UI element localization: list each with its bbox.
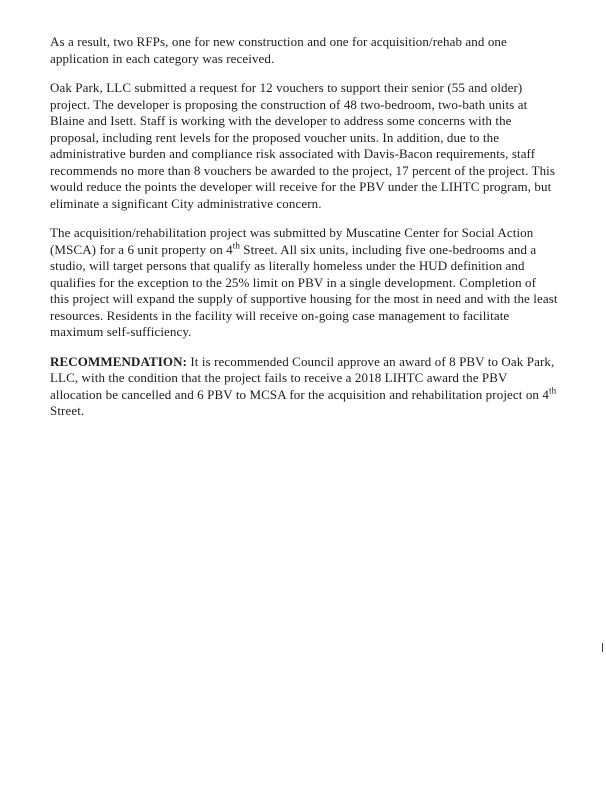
superscript-th: th: [232, 240, 240, 251]
superscript-th: th: [548, 385, 557, 396]
paragraph-recommendation-text-2: Street.: [50, 403, 85, 418]
scan-artifact-mark: [602, 643, 603, 652]
paragraph-intro: As a result, two RFPs, one for new construction and one for acquisition/rehab and one application in each category was received.: [50, 34, 507, 66]
paragraph-recommendation: [50, 354, 558, 420]
paragraph-recommendation-text-1: It is recommended Council approve an award of 8 PBV to Oak Park, LLC, with the condition that the project fails to receive a 2018 LIHTC award the PBV allocation be cancelled and 6 PBV to MCSA for the acquisition and rehabilitation project on 4: [50, 353, 555, 402]
paragraph-oak-park: Oak Park, LLC submitted a request for 12 vouchers to support their senior (55 and older) project. The developer is proposing the construction of 48 two-bedroom, two-bath units at Blaine and Isett. Staff is working with the developer to address some concerns with the proposal, including rent levels for the proposed voucher units. In addition, due to the administrative burden and compliance risk associated with Davis-Bacon requirements, staff recommends no more than 8 vouchers be awarded to the project, 17 percent of the project. This would reduce the points the developer will receive for the PBV under the LIHTC program, but eliminate a significant City administrative concern.: [50, 80, 556, 211]
paragraph-msca: [50, 225, 558, 341]
recommendation-label: RECOMMENDATION:: [50, 353, 188, 369]
paragraph-msca-text-1: The acquisition/rehabilitation project was submitted by Muscatine Center for Social Action (MSCA) for a 6 unit property on 4: [50, 225, 534, 257]
paragraph-msca-text-2: Street. All six units, including five one-bedrooms and a studio, will target persons that qualify as literally homeless under the HUD definition and qualifies for the exception to the 25% limit on PBV in a single development. Completion of this project will expand the supply of supportive housing for the most in need and with the least resources. Residents in the facility will receive on-going case management to facilitate maximum self-sufficiency.: [50, 241, 558, 339]
document-page: [50, 34, 558, 433]
